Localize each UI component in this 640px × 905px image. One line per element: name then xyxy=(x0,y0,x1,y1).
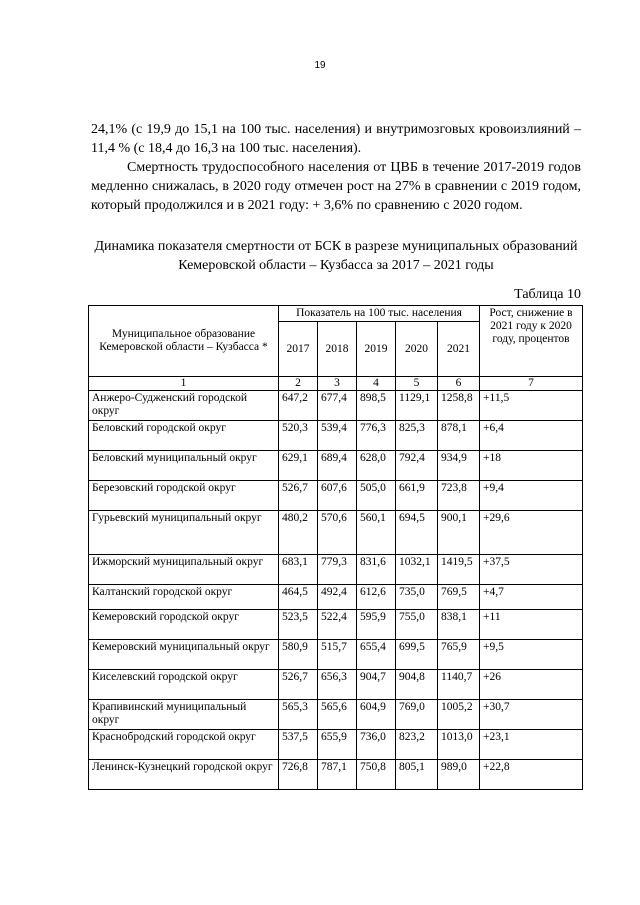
municipality-name: Кемеровский муниципальный округ xyxy=(89,640,279,670)
column-number: 3 xyxy=(318,377,357,391)
rate-value: 1140,7 xyxy=(438,670,480,700)
growth-value: +4,7 xyxy=(480,585,583,610)
municipality-name: Беловский городской округ xyxy=(89,421,279,451)
column-number: 6 xyxy=(438,377,480,391)
rate-value: 526,7 xyxy=(279,481,318,511)
rate-value: 792,4 xyxy=(396,451,438,481)
rate-value: 683,1 xyxy=(279,555,318,585)
rate-value: 612,6 xyxy=(357,585,396,610)
rate-value: 526,7 xyxy=(279,670,318,700)
growth-value: +30,7 xyxy=(480,700,583,730)
paragraph-2 xyxy=(91,158,581,215)
rate-value: 492,4 xyxy=(318,585,357,610)
growth-value: +6,4 xyxy=(480,421,583,451)
municipality-name: Ленинск-Кузнецкий городской округ xyxy=(89,760,279,790)
rate-value: 655,4 xyxy=(357,640,396,670)
rate-value: 898,5 xyxy=(357,391,396,421)
rate-value: 1129,1 xyxy=(396,391,438,421)
column-number: 5 xyxy=(396,377,438,391)
mortality-table xyxy=(88,305,583,790)
table-row xyxy=(89,555,583,585)
column-number: 7 xyxy=(480,377,583,391)
column-number: 4 xyxy=(357,377,396,391)
column-number-row xyxy=(89,377,583,391)
table-row xyxy=(89,670,583,700)
table-row xyxy=(89,585,583,610)
rate-value: 825,3 xyxy=(396,421,438,451)
rate-value: 904,8 xyxy=(396,670,438,700)
rate-value: 656,3 xyxy=(318,670,357,700)
rate-value: 838,1 xyxy=(438,610,480,640)
growth-value: +37,5 xyxy=(480,555,583,585)
rate-value: 628,0 xyxy=(357,451,396,481)
municipality-name: Кемеровский городской округ xyxy=(89,610,279,640)
column-number: 1 xyxy=(89,377,279,391)
paragraph-2-text: Смертность трудоспособного населения от ЦВБ в течение 2017-2019 годов медленно снижалась, в 2020 году отмечен рост на 27% в сравнении с 2019 годом, который продолжился и в 2021 году: + 3,6% по сравнению с 2020 годом. xyxy=(91,160,581,213)
municipality-name: Киселевский городской округ xyxy=(89,670,279,700)
rate-value: 1419,5 xyxy=(438,555,480,585)
rate-value: 1005,2 xyxy=(438,700,480,730)
rate-value: 604,9 xyxy=(357,700,396,730)
header-indicator-group: Показатель на 100 тыс. населения xyxy=(279,306,480,322)
municipality-name: Калтанский городской округ xyxy=(89,585,279,610)
rate-value: 769,0 xyxy=(396,700,438,730)
rate-value: 565,6 xyxy=(318,700,357,730)
growth-value: +22,8 xyxy=(480,760,583,790)
municipality-name: Анжеро-Судженский городской округ xyxy=(89,391,279,421)
header-year: 2017 xyxy=(279,322,318,377)
growth-value: +9,4 xyxy=(480,481,583,511)
rate-value: 595,9 xyxy=(357,610,396,640)
rate-value: 570,6 xyxy=(318,511,357,555)
rate-value: 805,1 xyxy=(396,760,438,790)
table-row xyxy=(89,511,583,555)
rate-value: 736,0 xyxy=(357,730,396,760)
rate-value: 539,4 xyxy=(318,421,357,451)
municipality-name: Краснобродский городской округ xyxy=(89,730,279,760)
municipality-name: Крапивинский муниципальный округ xyxy=(89,700,279,730)
rate-value: 1013,0 xyxy=(438,730,480,760)
header-year: 2021 xyxy=(438,322,480,377)
table-row xyxy=(89,640,583,670)
header-year: 2018 xyxy=(318,322,357,377)
municipality-name: Беловский муниципальный округ xyxy=(89,451,279,481)
growth-value: +9,5 xyxy=(480,640,583,670)
rate-value: 522,4 xyxy=(318,610,357,640)
rate-value: 655,9 xyxy=(318,730,357,760)
header-year: 2020 xyxy=(396,322,438,377)
table-row xyxy=(89,610,583,640)
rate-value: 823,2 xyxy=(396,730,438,760)
table-row xyxy=(89,421,583,451)
rate-value: 647,2 xyxy=(279,391,318,421)
rate-value: 934,9 xyxy=(438,451,480,481)
rate-value: 726,8 xyxy=(279,760,318,790)
growth-value: +18 xyxy=(480,451,583,481)
rate-value: 580,9 xyxy=(279,640,318,670)
rate-value: 520,3 xyxy=(279,421,318,451)
rate-value: 735,0 xyxy=(396,585,438,610)
header-municipality: Муниципальное образование Кемеровской области – Кузбасса * xyxy=(89,306,279,377)
rate-value: 689,4 xyxy=(318,451,357,481)
table-caption: Таблица 10 xyxy=(514,287,581,302)
growth-value: +26 xyxy=(480,670,583,700)
table-title: Динамика показателя смертности от БСК в разрезе муниципальных образований Кемеровской области – Кузбасса за 2017 – 2021 годы xyxy=(94,239,578,273)
rate-value: 750,8 xyxy=(357,760,396,790)
column-number: 2 xyxy=(279,377,318,391)
rate-value: 464,5 xyxy=(279,585,318,610)
table-row xyxy=(89,700,583,730)
growth-value: +23,1 xyxy=(480,730,583,760)
rate-value: 629,1 xyxy=(279,451,318,481)
rate-value: 515,7 xyxy=(318,640,357,670)
rate-value: 878,1 xyxy=(438,421,480,451)
rate-value: 904,7 xyxy=(357,670,396,700)
table-row xyxy=(89,730,583,760)
rate-value: 677,4 xyxy=(318,391,357,421)
municipality-name: Гурьевский муниципальный округ xyxy=(89,511,279,555)
growth-value: +11,5 xyxy=(480,391,583,421)
rate-value: 661,9 xyxy=(396,481,438,511)
rate-value: 565,3 xyxy=(279,700,318,730)
growth-value: +29,6 xyxy=(480,511,583,555)
table-row xyxy=(89,481,583,511)
growth-value: +11 xyxy=(480,610,583,640)
rate-value: 723,8 xyxy=(438,481,480,511)
rate-value: 560,1 xyxy=(357,511,396,555)
paragraph-1 xyxy=(91,120,581,158)
rate-value: 1032,1 xyxy=(396,555,438,585)
rate-value: 779,3 xyxy=(318,555,357,585)
table-row xyxy=(89,760,583,790)
table-row xyxy=(89,391,583,421)
rate-value: 699,5 xyxy=(396,640,438,670)
rate-value: 831,6 xyxy=(357,555,396,585)
page-number: 19 xyxy=(314,60,326,71)
municipality-name: Березовский городской округ xyxy=(89,481,279,511)
rate-value: 755,0 xyxy=(396,610,438,640)
rate-value: 776,3 xyxy=(357,421,396,451)
header-growth: Рост, снижение в 2021 году к 2020 году, процентов xyxy=(480,306,583,377)
rate-value: 694,5 xyxy=(396,511,438,555)
paragraph-1-text: 24,1% (с 19,9 до 15,1 на 100 тыс. населения) и внутримозговых кровоизлияний – 11,4 % (с 18,4 до 16,3 на 100 тыс. населения). xyxy=(91,122,581,156)
rate-value: 765,9 xyxy=(438,640,480,670)
rate-value: 537,5 xyxy=(279,730,318,760)
rate-value: 480,2 xyxy=(279,511,318,555)
rate-value: 769,5 xyxy=(438,585,480,610)
rate-value: 505,0 xyxy=(357,481,396,511)
rate-value: 989,0 xyxy=(438,760,480,790)
rate-value: 523,5 xyxy=(279,610,318,640)
rate-value: 607,6 xyxy=(318,481,357,511)
rate-value: 787,1 xyxy=(318,760,357,790)
header-row xyxy=(89,306,583,322)
header-year: 2019 xyxy=(357,322,396,377)
rate-value: 1258,8 xyxy=(438,391,480,421)
table-row xyxy=(89,451,583,481)
municipality-name: Ижморский муниципальный округ xyxy=(89,555,279,585)
rate-value: 900,1 xyxy=(438,511,480,555)
